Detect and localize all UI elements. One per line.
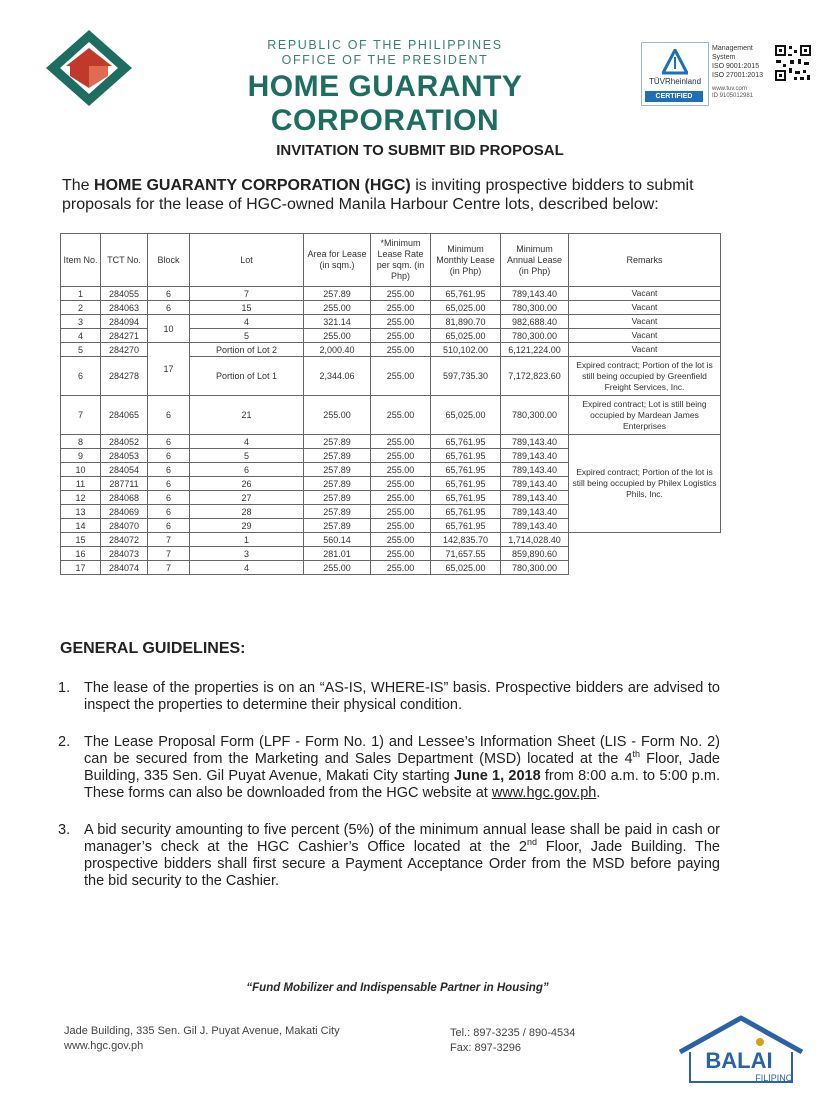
guideline-text: Floor, Jade Building. The prospective bidders shall first secure a Payment Acceptance Order from the MSD before paying the bid security to the Cashier. <box>84 839 720 889</box>
cell: 8 <box>61 435 101 449</box>
cell: 284070 <box>101 519 148 533</box>
cell: 284094 <box>101 315 148 329</box>
cell: 255.00 <box>371 491 431 505</box>
cell: 257.89 <box>304 505 371 519</box>
footer-address-block <box>64 1024 340 1054</box>
tuv-triangle-icon <box>662 49 688 75</box>
guidelines-list <box>58 680 720 910</box>
cell: 9 <box>61 449 101 463</box>
guideline-item <box>58 680 720 714</box>
cell: 6 <box>148 477 190 491</box>
cell: 81,890.70 <box>431 315 501 329</box>
column-header: Area for Lease (in sqm.) <box>304 234 371 287</box>
cell: 789,143.40 <box>501 435 569 449</box>
column-header: Block <box>148 234 190 287</box>
cell: 15 <box>61 533 101 547</box>
column-header: Remarks <box>569 234 721 287</box>
org-name: HOME GUARANTY CORPORATION <box>247 70 523 137</box>
cell: 780,300.00 <box>501 329 569 343</box>
cell: 6 <box>148 491 190 505</box>
cell: 284073 <box>101 547 148 561</box>
cell: 255.00 <box>304 301 371 315</box>
cell: 284054 <box>101 463 148 477</box>
cell: 2 <box>61 301 101 315</box>
management-system-info <box>712 44 776 100</box>
guidelines-heading: GENERAL GUIDELINES: <box>60 640 246 657</box>
cell: 510,102.00 <box>431 343 501 357</box>
guideline-text: from 8:00 a.m. to 5:00 p.m. These forms can also be downloaded from the HGC website at <box>84 768 721 801</box>
cell: 789,143.40 <box>501 449 569 463</box>
guideline-text: . <box>596 785 601 801</box>
cell: 982,688.40 <box>501 315 569 329</box>
letterhead <box>140 38 630 138</box>
cell: 255.00 <box>371 533 431 547</box>
intro-org: HOME GUARANTY CORPORATION (HGC) <box>94 177 411 194</box>
table-row <box>61 315 721 329</box>
table-row <box>61 533 721 547</box>
ms-line: ISO 9001:2015 <box>712 63 760 70</box>
cell: 65,761.95 <box>431 519 501 533</box>
table-row <box>61 396 721 435</box>
cell: 65,761.95 <box>431 435 501 449</box>
ms-line: ISO 27001:2013 <box>712 72 763 79</box>
guideline-item <box>58 822 720 890</box>
cell: 4 <box>190 315 304 329</box>
website-link[interactable]: www.hgc.gov.ph <box>491 785 597 801</box>
column-header: TCT No. <box>101 234 148 287</box>
cell: 6 <box>148 463 190 477</box>
cell: 65,025.00 <box>431 301 501 315</box>
remarks-cell: Vacant <box>569 329 721 343</box>
telephone: Tel.: 897-3235 / 890-4534 <box>450 1027 576 1039</box>
cell: 284053 <box>101 449 148 463</box>
cell: 6 <box>148 505 190 519</box>
remarks-cell: Vacant <box>569 287 721 301</box>
cell: 10 <box>148 315 190 343</box>
cell: 5 <box>61 343 101 357</box>
intro-text: The <box>62 177 95 194</box>
cell: 255.00 <box>371 301 431 315</box>
tuv-brand: TÜVRheinland <box>648 77 702 86</box>
table-row <box>61 287 721 301</box>
cell: 11 <box>61 477 101 491</box>
cell: 255.00 <box>371 357 431 396</box>
cell: 255.00 <box>371 449 431 463</box>
ms-line: Management <box>712 45 753 52</box>
office-line: OFFICE OF THE PRESIDENT <box>281 53 489 67</box>
cell: 257.89 <box>304 477 371 491</box>
cell: 6 <box>61 357 101 396</box>
cell: 597,735.30 <box>431 357 501 396</box>
footer-website[interactable]: www.hgc.gov.ph <box>64 1040 144 1052</box>
table-row <box>61 343 721 357</box>
cell: 7 <box>148 547 190 561</box>
cell: 257.89 <box>304 519 371 533</box>
table-row <box>61 435 721 449</box>
cell: 27 <box>190 491 304 505</box>
cell: 10 <box>61 463 101 477</box>
cell: 789,143.40 <box>501 491 569 505</box>
ms-id: ID 9105012981 <box>712 93 754 99</box>
cell: 560.14 <box>304 533 371 547</box>
cell: 29 <box>190 519 304 533</box>
cell: 65,761.95 <box>431 463 501 477</box>
cell: 7,172,823.60 <box>501 357 569 396</box>
tuv-certification-badge <box>641 42 709 106</box>
cell: 284055 <box>101 287 148 301</box>
cell: 284072 <box>101 533 148 547</box>
cell: 65,025.00 <box>431 329 501 343</box>
cell: 5 <box>190 329 304 343</box>
intro-text: is inviting prospective bidders to submit proposals for the lease of HGC-owned Manila Harbour Centre lots, described below: <box>62 177 694 213</box>
cell: 3 <box>61 315 101 329</box>
cell: 14 <box>61 519 101 533</box>
guideline-text: The Lease Proposal Form (LPF - Form No. 1) and Lessee’s Information Sheet (LIS - Form No. 2) can be secured from the Marketing and Sales Department (MSD) located at the 4 <box>84 734 720 767</box>
cell: 71,657.55 <box>431 547 501 561</box>
cell: 2,000.40 <box>304 343 371 357</box>
cell: 255.00 <box>304 396 371 435</box>
cell: 1 <box>61 287 101 301</box>
filipino-wordmark: FILIPINO <box>755 1073 793 1083</box>
cell: 7 <box>148 561 190 575</box>
remarks-cell: Vacant <box>569 343 721 357</box>
certified-label: CERTIFIED <box>645 91 703 102</box>
cell: 284069 <box>101 505 148 519</box>
cell: 142,835.70 <box>431 533 501 547</box>
cell: 255.00 <box>371 561 431 575</box>
qr-code-icon <box>774 44 812 82</box>
cell: 780,300.00 <box>501 561 569 575</box>
guideline-text: Floor, Jade Building, 335 Sen. Gil Puyat Avenue, Makati City starting <box>84 751 720 784</box>
table-row <box>61 301 721 315</box>
cell: 257.89 <box>304 463 371 477</box>
cell: 789,143.40 <box>501 463 569 477</box>
cell: 255.00 <box>371 463 431 477</box>
item-number: 3. <box>58 822 71 838</box>
cell: 284270 <box>101 343 148 357</box>
cell: 65,761.95 <box>431 287 501 301</box>
cell: Portion of Lot 2 <box>190 343 304 357</box>
item-number: 1. <box>58 680 71 696</box>
item-number: 2. <box>58 734 71 750</box>
cell: 16 <box>61 547 101 561</box>
cell: 257.89 <box>304 491 371 505</box>
cell: Portion of Lot 1 <box>190 357 304 396</box>
cell: 1,714,028.40 <box>501 533 569 547</box>
cell: 780,300.00 <box>501 301 569 315</box>
start-date: June 1, 2018 <box>453 768 541 784</box>
cell: 321.14 <box>304 315 371 329</box>
cell: 6 <box>148 301 190 315</box>
cell: 15 <box>190 301 304 315</box>
document-title: INVITATION TO SUBMIT BID PROPOSAL <box>276 142 564 159</box>
cell: 255.00 <box>371 315 431 329</box>
lots-table <box>60 233 721 575</box>
column-header: Lot <box>190 234 304 287</box>
cell: 28 <box>190 505 304 519</box>
remarks-cell: Expired contract; Portion of the lot is still being occupied by Philex Logistics Phils, Inc. <box>569 435 721 533</box>
fax: Fax: 897-3296 <box>450 1042 521 1054</box>
cell: 284065 <box>101 396 148 435</box>
cell: 1 <box>190 533 304 547</box>
cell: 255.00 <box>371 505 431 519</box>
cell: 284068 <box>101 491 148 505</box>
cell: 17 <box>61 561 101 575</box>
cell: 255.00 <box>371 329 431 343</box>
cell: 789,143.40 <box>501 477 569 491</box>
cell: 65,761.95 <box>431 505 501 519</box>
cell: 2,344.06 <box>304 357 371 396</box>
motto: “Fund Mobilizer and Indispensable Partner in Housing” <box>246 982 549 994</box>
cell: 255.00 <box>304 329 371 343</box>
column-header: Minimum Annual Lease (in Php) <box>501 234 569 287</box>
cell: 21 <box>190 396 304 435</box>
cell: 780,300.00 <box>501 396 569 435</box>
cell: 3 <box>190 547 304 561</box>
cell: 65,025.00 <box>431 396 501 435</box>
cell: 284063 <box>101 301 148 315</box>
cell: 17 <box>148 343 190 396</box>
cell: 257.89 <box>304 435 371 449</box>
cell: 859,890.60 <box>501 547 569 561</box>
cell: 6,121,224.00 <box>501 343 569 357</box>
remarks-cell: Vacant <box>569 315 721 329</box>
cell: 255.00 <box>371 287 431 301</box>
cell: 4 <box>190 561 304 575</box>
footer-contact-block <box>450 1026 575 1056</box>
remarks-cell: Expired contract; Portion of the lot is still being occupied by Greenfield Freight Services, Inc. <box>569 357 721 396</box>
cell: 255.00 <box>371 396 431 435</box>
cell: 281.01 <box>304 547 371 561</box>
cell: 65,761.95 <box>431 449 501 463</box>
cell: 5 <box>190 449 304 463</box>
balai-wordmark: BALAI <box>705 1048 773 1073</box>
hgc-logo-icon <box>44 28 134 108</box>
cell: 789,143.40 <box>501 519 569 533</box>
cell: 13 <box>61 505 101 519</box>
cell: 26 <box>190 477 304 491</box>
country-line: REPUBLIC OF THE PHILIPPINES <box>267 38 503 52</box>
cell: 789,143.40 <box>501 505 569 519</box>
cell: 4 <box>61 329 101 343</box>
ms-website: www.tuv.com <box>712 86 747 92</box>
column-header: Minimum Monthly Lease (in Php) <box>431 234 501 287</box>
cell: 6 <box>148 519 190 533</box>
empty-cell <box>569 533 721 575</box>
cell: 255.00 <box>371 547 431 561</box>
cell: 255.00 <box>371 477 431 491</box>
balai-filipino-logo-icon <box>676 1012 806 1086</box>
ms-line: System <box>712 54 736 61</box>
column-header: *Minimum Lease Rate per sqm. (in Php) <box>371 234 431 287</box>
cell: 284052 <box>101 435 148 449</box>
cell: 284074 <box>101 561 148 575</box>
address: Jade Building, 335 Sen. Gil J. Puyat Avenue, Makati City <box>64 1025 340 1037</box>
cell: 65,025.00 <box>431 561 501 575</box>
cell: 6 <box>190 463 304 477</box>
cell: 287711 <box>101 477 148 491</box>
cell: 257.89 <box>304 287 371 301</box>
guideline-item <box>58 734 720 802</box>
guideline-text: The lease of the properties is on an “AS-IS, WHERE-IS” basis. Prospective bidders are advised to inspect the properties to determine their physical condition. <box>84 680 720 713</box>
cell: 255.00 <box>371 519 431 533</box>
cell: 284271 <box>101 329 148 343</box>
intro-paragraph <box>62 176 742 214</box>
cell: 7 <box>61 396 101 435</box>
cell: 6 <box>148 287 190 301</box>
cell: 65,761.95 <box>431 477 501 491</box>
cell: 4 <box>190 435 304 449</box>
remarks-cell: Vacant <box>569 301 721 315</box>
cell: 255.00 <box>304 561 371 575</box>
cell: 257.89 <box>304 449 371 463</box>
table-header-row <box>61 234 721 287</box>
superscript: th <box>632 749 641 760</box>
cell: 789,143.40 <box>501 287 569 301</box>
cell: 6 <box>148 396 190 435</box>
cell: 65,761.95 <box>431 491 501 505</box>
remarks-cell: Expired contract; Lot is still being occupied by Mardean James Enterprises <box>569 396 721 435</box>
cell: 284278 <box>101 357 148 396</box>
guideline-text: A bid security amounting to five percent (5%) of the minimum annual lease shall be paid in cash or manager’s check at the HGC Cashier’s Office located at the 2 <box>84 822 720 855</box>
cell: 255.00 <box>371 343 431 357</box>
cell: 12 <box>61 491 101 505</box>
column-header: Item No. <box>61 234 101 287</box>
cell: 7 <box>190 287 304 301</box>
cell: 6 <box>148 435 190 449</box>
superscript: nd <box>527 837 538 848</box>
cell: 6 <box>148 449 190 463</box>
cell: 7 <box>148 533 190 547</box>
cell: 255.00 <box>371 435 431 449</box>
